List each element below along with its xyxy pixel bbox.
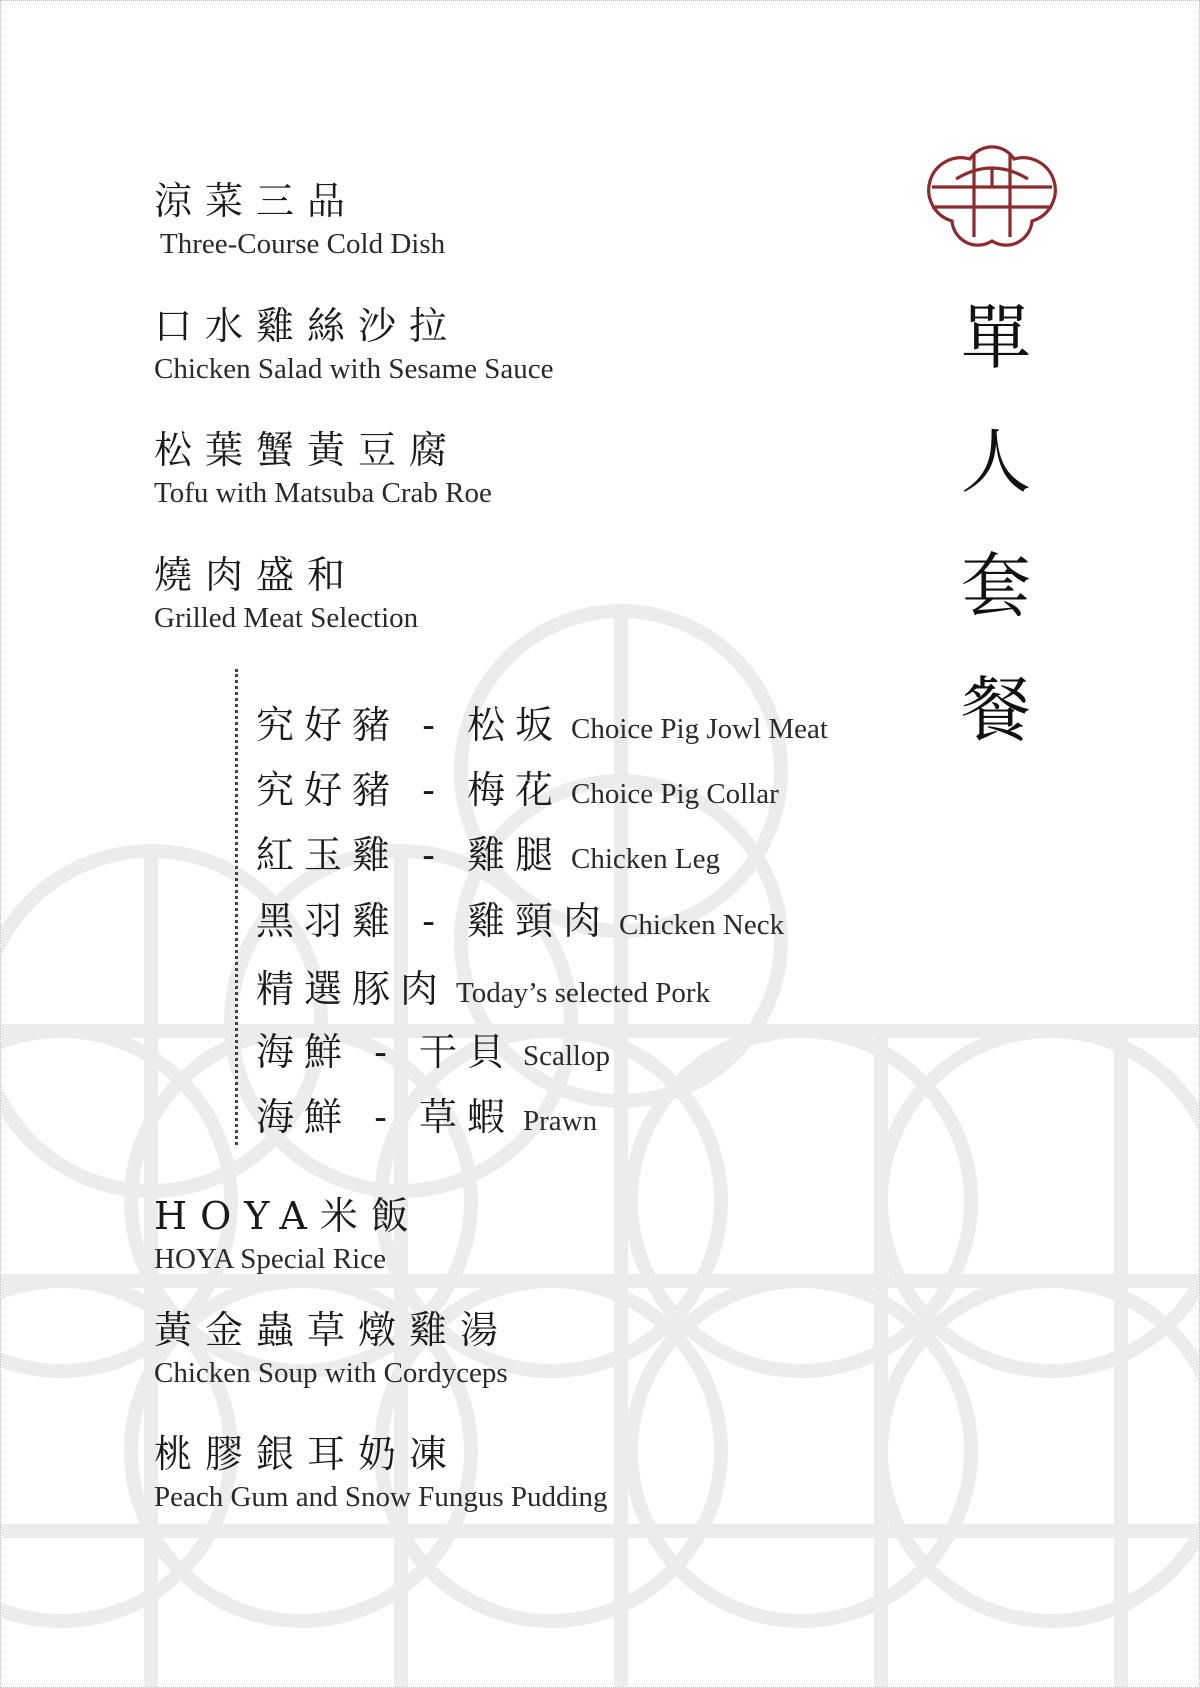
- course-name-zh: HOYA米飯: [154, 1194, 422, 1238]
- grill-item: [256, 759, 779, 814]
- course-item: [154, 553, 418, 634]
- course-item: [154, 179, 445, 260]
- quatrefoil-logo-icon: [926, 129, 1058, 251]
- course-name-en: Tofu with Matsuba Crab Roe: [154, 477, 492, 509]
- course-name-en: HOYA Special Rice: [154, 1243, 386, 1275]
- course-item: [154, 304, 553, 385]
- grill-name-zh: 精選豚肉: [256, 967, 449, 1011]
- grill-name-en: Choice Pig Jowl Meat: [571, 713, 828, 745]
- title-char-1: 單: [961, 297, 1031, 379]
- grill-name-en: Choice Pig Collar: [571, 778, 779, 810]
- course-name-en: Peach Gum and Snow Fungus Pudding: [154, 1481, 608, 1513]
- course-item: [154, 428, 492, 509]
- grill-item: [256, 1086, 597, 1141]
- grill-item: [256, 1021, 610, 1076]
- course-name-zh: 黃金蟲草燉雞湯: [154, 1308, 512, 1352]
- set-menu-title: [951, 297, 1041, 751]
- grill-name-zh: 究好豬 - 松坂: [256, 703, 563, 747]
- grill-name-zh: 海鮮 - 草蝦: [256, 1095, 515, 1139]
- title-char-3: 套: [961, 545, 1031, 627]
- grill-name-en: Chicken Leg: [571, 843, 720, 875]
- course-item: [154, 1432, 608, 1513]
- grill-item: [256, 890, 784, 945]
- grill-name-zh: 究好豬 - 梅花: [256, 768, 563, 812]
- grill-name-en: Prawn: [523, 1105, 598, 1137]
- grill-name-zh: 紅玉雞 - 雞腿: [256, 833, 563, 877]
- course-name-zh: 桃膠銀耳奶凍: [154, 1432, 461, 1476]
- dotted-divider: [235, 669, 238, 1145]
- grill-item: [256, 824, 720, 879]
- grill-name-en: Today’s selected Pork: [456, 977, 711, 1009]
- course-name-zh: 口水雞絲沙拉: [154, 304, 461, 348]
- grill-name-zh: 黑羽雞 - 雞頸肉: [256, 899, 611, 943]
- course-name-en: Grilled Meat Selection: [154, 602, 419, 634]
- course-name-en: Chicken Soup with Cordyceps: [154, 1357, 508, 1389]
- title-char-2: 人: [961, 421, 1031, 503]
- grill-name-en: Scallop: [523, 1040, 610, 1072]
- title-char-4: 餐: [961, 669, 1031, 751]
- grill-name-zh: 海鮮 - 干貝: [256, 1030, 515, 1074]
- course-name-en: Chicken Salad with Sesame Sauce: [154, 353, 554, 385]
- grill-name-en: Chicken Neck: [619, 909, 785, 941]
- course-name-zh: 涼菜三品: [154, 179, 359, 223]
- course-name-zh: 燒肉盛和: [154, 553, 359, 597]
- grill-item: [256, 958, 710, 1013]
- course-item: [154, 1194, 422, 1275]
- grill-item: [256, 694, 828, 749]
- course-name-en: Three-Course Cold Dish: [160, 228, 446, 260]
- course-item: [154, 1308, 511, 1389]
- course-name-zh: 松葉蟹黃豆腐: [154, 428, 461, 472]
